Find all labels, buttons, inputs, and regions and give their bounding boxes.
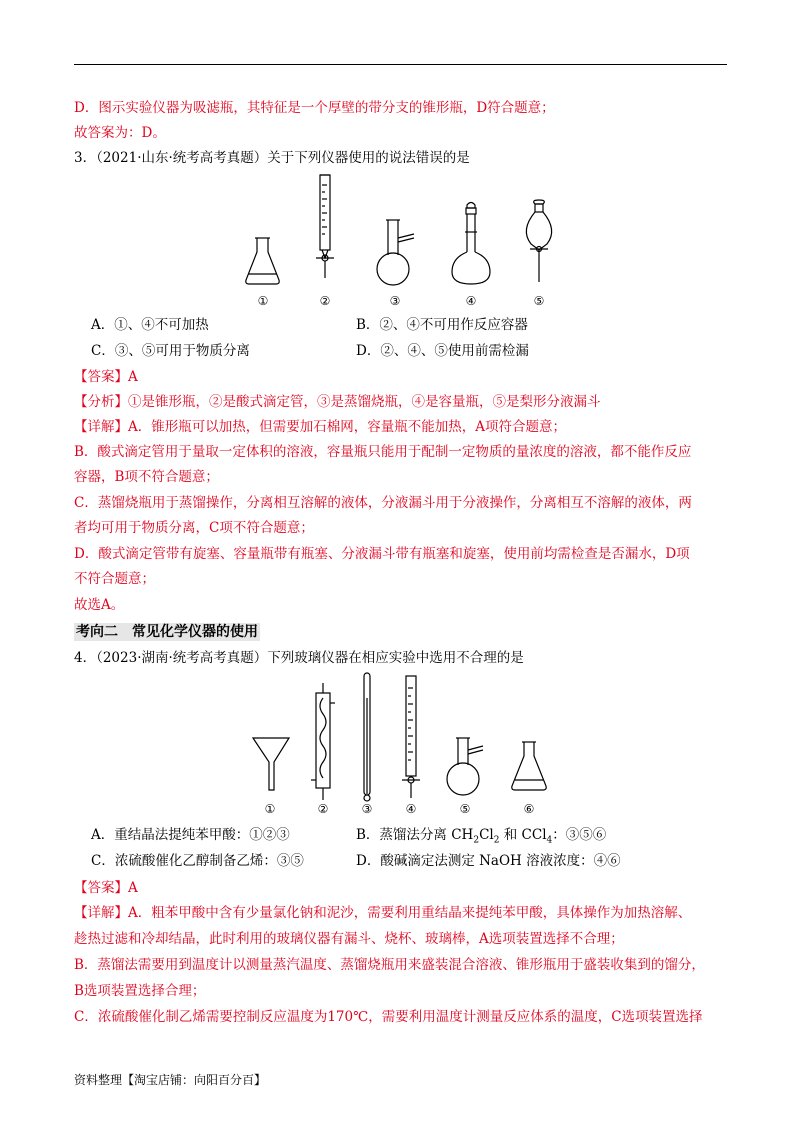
q4-answer: 【答案】A bbox=[74, 880, 138, 896]
separatory-funnel-icon bbox=[526, 200, 551, 282]
thermometer-icon bbox=[364, 673, 370, 801]
q3-detail-d-1: D．酸式滴定管带有旋塞、容量瓶带有瓶塞、分液漏斗带有瓶塞和旋塞，使用前均需检查是否漏水，D项 bbox=[74, 546, 690, 562]
q4-fig-label-3: ③ bbox=[361, 802, 373, 816]
distilling-flask-icon bbox=[377, 220, 414, 285]
q3-detail-b-1: B．酸式滴定管用于量取一定体积的溶液，容量瓶只能用于配制一定物质的量浓度的溶液，都不能作反应 bbox=[74, 444, 692, 460]
condenser-icon bbox=[311, 683, 335, 800]
q3-detail-a: 【详解】A．锥形瓶可以加热，但需要加石棉网，容量瓶不能加热，A项符合题意； bbox=[74, 419, 566, 435]
q4-option-b: B．蒸馏法分离 $CH_2Cl_2$ 和 CCl$_4$：③⑤⑥ bbox=[356, 827, 607, 846]
conical-flask-icon bbox=[246, 238, 279, 284]
q3-fig-label-3: ③ bbox=[389, 294, 401, 308]
q4-fig-label-1: ① bbox=[264, 802, 276, 816]
q4-detail-b-1: B．蒸馏法需要用到温度计以测量蒸汽温度、蒸馏烧瓶用来盛装混合溶液、锥形瓶用于盛装收集到的馏分， bbox=[74, 957, 705, 973]
q3-detail-c-1: C．蒸馏烧瓶用于蒸馏操作，分离相互溶解的液体，分液漏斗用于分液操作，分离相互不溶解的液体，两 bbox=[74, 495, 692, 511]
q4-option-d: D．酸碱滴定法测定 NaOH 溶液浓度：④⑥ bbox=[356, 853, 621, 869]
distilling-flask-icon bbox=[447, 738, 483, 795]
q3-detail-c-2: 者均可用于物质分离，C项不符合题意； bbox=[74, 520, 314, 536]
q3-stem: 3．（2021·山东·统考高考真题）关于下列仪器使用的说法错误的是 bbox=[74, 150, 470, 166]
q4-fig-label-2: ② bbox=[317, 802, 329, 816]
q4-fig-label-4: ④ bbox=[405, 802, 417, 816]
q4-option-c: C．浓硫酸催化乙醇制备乙烯：③⑤ bbox=[91, 853, 304, 869]
q4-stem: 4．（2023·湖南·统考高考真题）下列玻璃仪器在相应实验中选用不合理的是 bbox=[74, 650, 524, 666]
q3-fig-label-1: ① bbox=[257, 294, 269, 308]
acid-burette-icon bbox=[316, 175, 334, 278]
q4-fig-label-5: ⑤ bbox=[459, 802, 471, 816]
q3-fig-label-2: ② bbox=[319, 294, 331, 308]
q4-detail-b-2: B选项装置选择合理； bbox=[74, 983, 206, 999]
q3-detail-b-2: 容器，B项不符合题意； bbox=[74, 469, 219, 485]
q4-option-a: A．重结晶法提纯苯甲酸：①②③ bbox=[91, 827, 290, 843]
prev-answer: 故答案为：D。 bbox=[74, 125, 166, 141]
q3-analysis: 【分析】①是锥形瓶，②是酸式滴定管，③是蒸馏烧瓶，④是容量瓶，⑤是梨形分液漏斗 bbox=[74, 394, 601, 410]
q4-detail-c-1: C．浓硫酸催化制乙烯需要控制反应温度为170℃，需要利用温度计测量反应体系的温度，C选项装置选择 bbox=[74, 1009, 703, 1025]
q3-answer: 【答案】A bbox=[74, 369, 138, 385]
conical-flask-icon bbox=[512, 742, 546, 790]
header-rule bbox=[74, 64, 727, 65]
funnel-icon bbox=[253, 738, 289, 790]
footer-source: 资料整理【淘宝店铺：向阳百分百】 bbox=[74, 1073, 267, 1087]
prev-option-d: D．图示实验仪器为吸滤瓶，其特征是一个厚壁的带分支的锥形瓶，D符合题意； bbox=[74, 100, 555, 116]
q4-fig-label-6: ⑥ bbox=[523, 802, 535, 816]
q3-fig-label-4: ④ bbox=[465, 294, 477, 308]
q4-apparatus-figure bbox=[245, 668, 565, 820]
volumetric-flask-icon bbox=[452, 203, 490, 285]
q3-option-d: D．②、④、⑤使用前需检漏 bbox=[356, 343, 529, 359]
q4-detail-a-2: 趁热过滤和冷却结晶，此时利用的玻璃仪器有漏斗、烧杯、玻璃棒，A选项装置选择不合理； bbox=[74, 931, 624, 947]
section-heading: 考向二 常见化学仪器的使用 bbox=[76, 624, 258, 640]
q3-option-a: A．①、④不可加热 bbox=[91, 317, 209, 333]
q3-detail-d-2: 不符合题意； bbox=[74, 571, 155, 587]
q3-option-c: C．③、⑤可用于物质分离 bbox=[91, 343, 250, 359]
q3-apparatus-figure bbox=[230, 170, 570, 312]
q3-final: 故选A。 bbox=[74, 597, 125, 613]
q3-option-b: B．②、④不可用作反应容器 bbox=[356, 317, 528, 333]
burette-icon bbox=[402, 676, 420, 798]
q4-detail-a-1: 【详解】A．粗苯甲酸中含有少量氯化钠和泥沙，需要利用重结晶来提纯苯甲酸，具体操作为加热溶解、 bbox=[74, 905, 692, 921]
q3-fig-label-5: ⑤ bbox=[533, 294, 545, 308]
